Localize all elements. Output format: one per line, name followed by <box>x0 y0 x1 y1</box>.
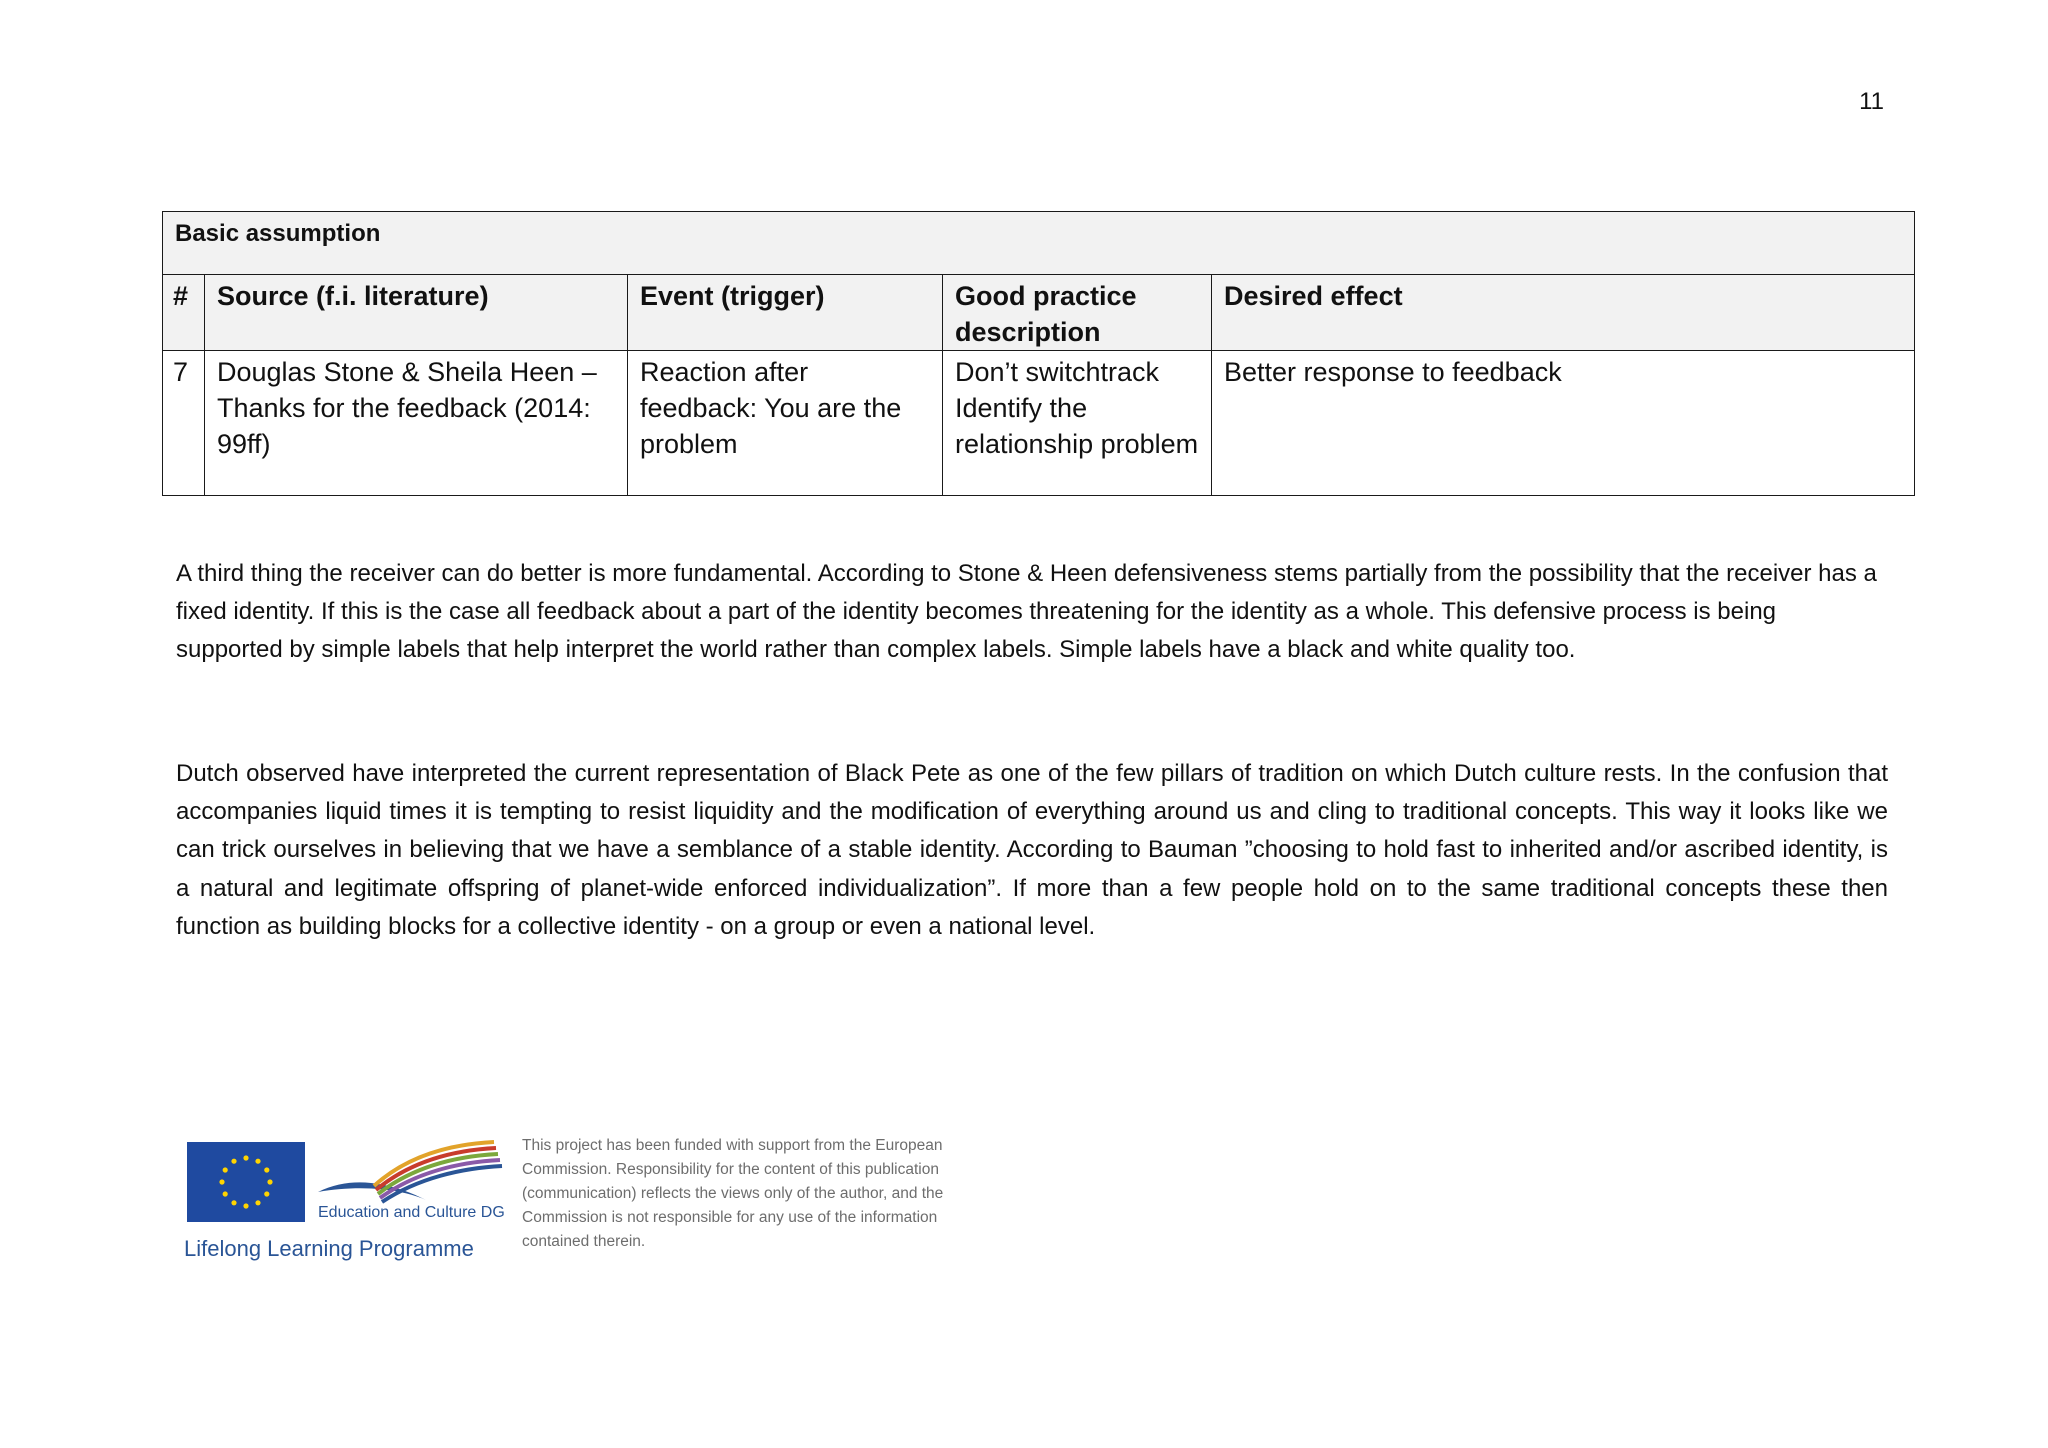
body-paragraph-2: Dutch observed have interpreted the current representation of Black Pete as one of the few pillars of tradition on which Dutch culture rests. In the confusion that accompanies liquid times it is tempting to resist liquidity and the modification of everything around us and cling to traditional concepts. This way it looks like we can trick ourselves in believing that we have a semblance of a stable identity. According to Bauman ”choosing to hold fast to inherited and/or ascribed identity, is a natural and legitimate offspring of planet-wide enforced individualization”. If more than a few people hold on to the same traditional concepts these then function as building blocks for a collective identity - on a group or even a national level. <box>176 760 1888 940</box>
funding-disclaimer: This project has been funded with support from the European Commission. Responsibility for the content of this publication (communication) reflects the views only of the author, and the Commission is not responsible for any use of the information contained therein. <box>522 1137 944 1250</box>
lifelong-learning-programme-label: Lifelong Learning Programme <box>184 1236 474 1261</box>
table-title: Basic assumption <box>163 212 1915 275</box>
cell-desired-effect: Better response to feedback <box>1212 351 1915 496</box>
eu-flag-icon <box>187 1142 305 1222</box>
funding-footer <box>182 1134 982 1274</box>
header-source: Source (f.i. literature) <box>205 275 628 351</box>
header-number: # <box>163 275 205 351</box>
cell-event: Reaction after feedback: You are the problem <box>628 351 943 496</box>
cell-good-practice: Don’t switchtrack Identify the relationship problem <box>943 351 1212 496</box>
page-number: 11 <box>1859 88 1884 115</box>
table-header-row <box>163 275 1915 351</box>
education-culture-dg-label: Education and Culture DG <box>318 1204 505 1221</box>
header-desired-effect: Desired effect <box>1212 275 1915 351</box>
basic-assumption-table <box>162 211 1915 496</box>
body-paragraph-1: A third thing the receiver can do better is more fundamental. According to Stone & Heen defensiveness stems partially from the possibility that the receiver has a fixed identity. If this is the case all feedback about a part of the identity becomes threatening for the identity as a whole. This defensive process is being supported by simple labels that help interpret the world rather than complex labels. Simple labels have a black and white quality too. <box>176 560 1877 664</box>
cell-source: Douglas Stone & Sheila Heen – Thanks for the feedback (2014: 99ff) <box>205 351 628 496</box>
education-culture-logo-icon <box>314 1134 504 1244</box>
header-event: Event (trigger) <box>628 275 943 351</box>
cell-number: 7 <box>163 351 205 496</box>
header-good-practice: Good practice description <box>943 275 1212 351</box>
table-title-row <box>163 212 1915 275</box>
table-row <box>163 351 1915 496</box>
